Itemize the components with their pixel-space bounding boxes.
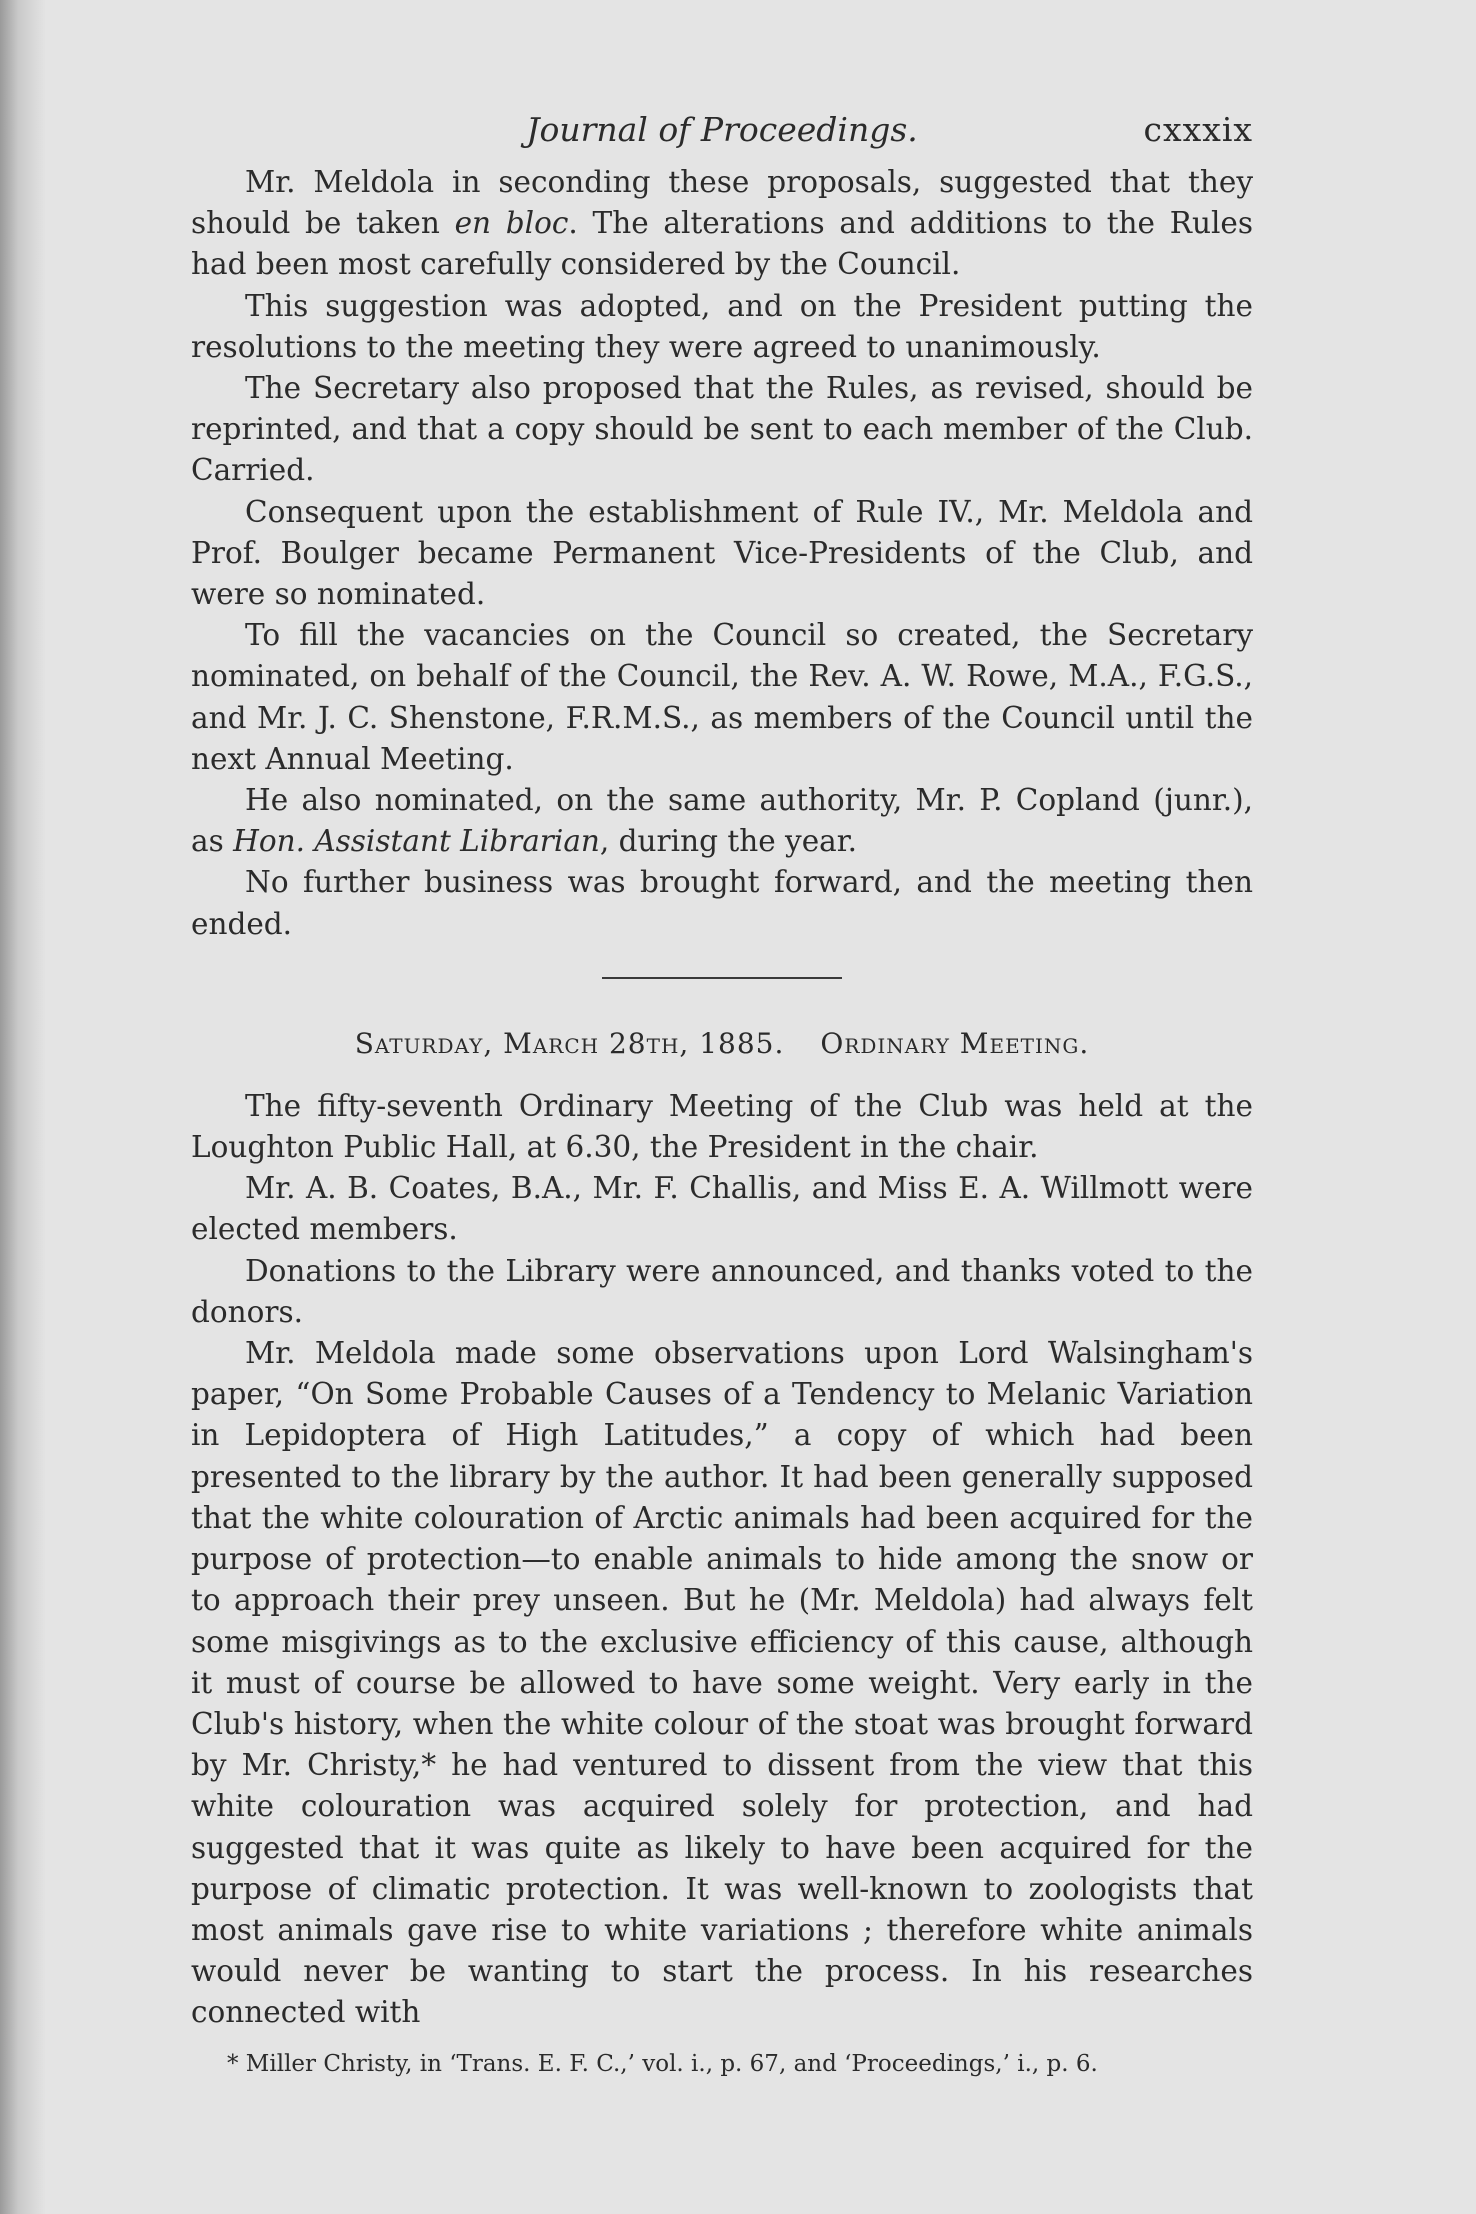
paragraph: Mr. Meldola in seconding these proposals, suggested that they should be taken en bloc. The alterations and additions to the Rules had been most carefully considered by the Council. <box>191 165 1254 282</box>
footnote: * Miller Christy, in ‘Trans. E. F. C.,’ vol. i., p. 67, and ‘Proceedings,’ i., p. 6. <box>227 2050 1098 2077</box>
body-text <box>191 162 1253 945</box>
body-text <box>191 1086 1253 2034</box>
paragraph: To fill the vacancies on the Council so created, the Secretary nominated, on behalf of the Council, the Rev. A. W. Rowe, M.A., F.G.S., and Mr. J. C. Shenstone, F.R.M.S., as members of the Council until the next Annual Meeting. <box>191 618 1253 776</box>
paragraph: He also nominated, on the same authority, Mr. P. Copland (junr.), as Hon. Assistant Librarian, during the year. <box>191 783 1253 859</box>
paragraph: The fifty-seventh Ordinary Meeting of the Club was held at the Loughton Public Hall, at 6.30, the President in the chair. <box>191 1088 1253 1165</box>
paragraph: This suggestion was adopted, and on the President putting the resolutions to the meeting they were agreed to unanimously. <box>191 288 1253 364</box>
meeting-heading <box>191 1027 1253 1060</box>
italic-phrase: Hon. Assistant Librarian <box>233 824 600 859</box>
book-page <box>191 110 1253 2080</box>
page-gutter-shadow <box>0 0 46 2214</box>
running-head <box>191 110 1253 162</box>
paragraph: Consequent upon the establishment of Rule IV., Mr. Meldola and Prof. Boulger became Permanent Vice-Presidents of the Club, and were so nominated. <box>191 494 1253 612</box>
page-number: cxxxix <box>1143 110 1253 149</box>
running-title: Journal of Proceedings. <box>526 110 918 149</box>
section-divider <box>602 977 842 979</box>
paragraph: Mr. A. B. Coates, B.A., Mr. F. Challis, and Miss E. A. Willmott were elected members. <box>191 1171 1253 1247</box>
paragraph: Mr. Meldola made some observations upon Lord Walsingham's paper, “On Some Probable Causes of a Tendency to Melanic Variation in Lepidoptera of High Latitudes,” a copy of which had been presented to the library by the author. It had been generally supposed that the white colouration of Arctic animals had been acquired for the purpose of protection—to enable animals to hide among the snow or to approach their prey unseen. But he (Mr. Meldola) had always felt some misgivings as to the exclusive efficiency of this cause, although it must of course be allowed to have some weight. Very early in the Club's history, when the white colour of the stoat was brought forward by Mr. Christy,* he had ventured to dissent from the view that this white colouration was acquired solely for protection, and had suggested that it was quite as likely to have been acquired for the purpose of climatic protection. It was well-known to zoologists that most animals gave rise to white variations ; therefore white animals would never be wanting to start the process. In his researches connected with <box>191 1336 1253 2030</box>
meeting-date: Saturday, March 28th, 1885. <box>354 1026 785 1060</box>
paragraph: Donations to the Library were announced, and thanks voted to the donors. <box>191 1253 1253 1329</box>
italic-phrase: en bloc <box>454 206 569 241</box>
paragraph: No further business was brought forward, and the meeting then ended. <box>191 865 1253 941</box>
paragraph: The Secretary also proposed that the Rules, as revised, should be reprinted, and that a copy should be sent to each member of the Club. Carried. <box>191 371 1253 488</box>
meeting-type: Ordinary Meeting. <box>820 1026 1090 1060</box>
